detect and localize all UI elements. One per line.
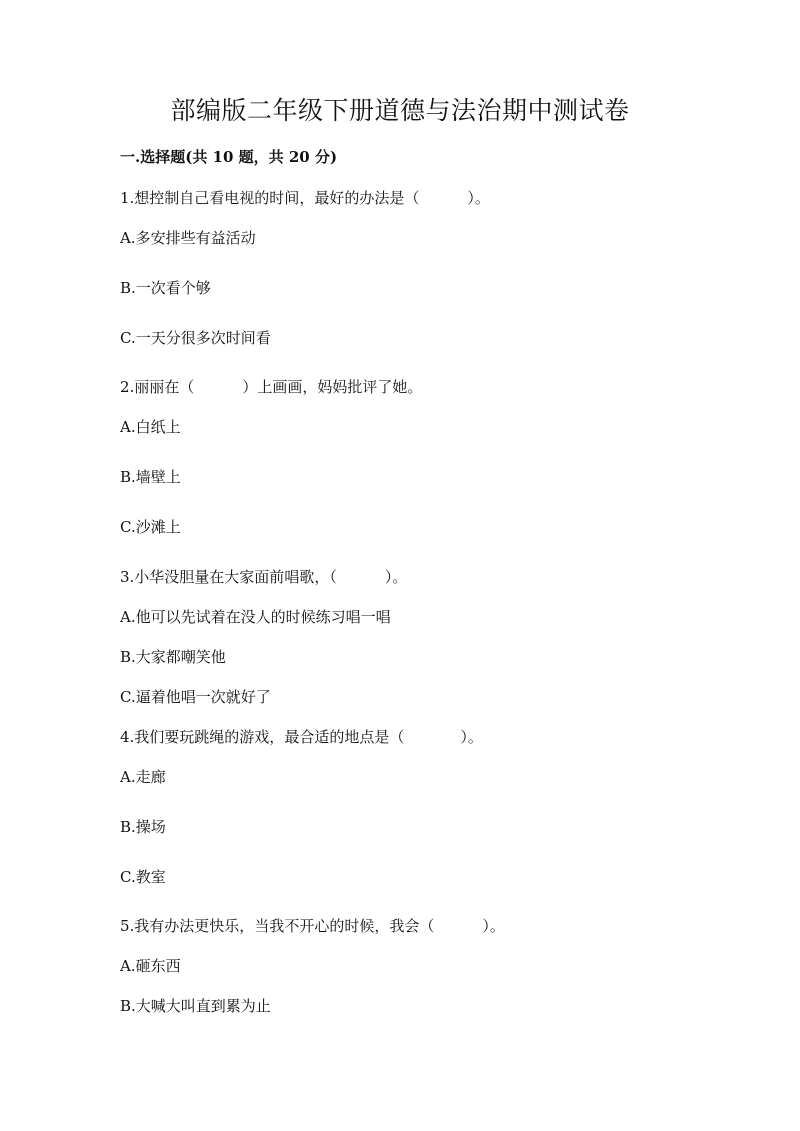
question-3-stem-after: ）。 (384, 568, 408, 586)
question-4-option-a: A.走廊 (120, 768, 166, 786)
question-2-stem-after: ）上画画，妈妈批评了她。 (242, 378, 423, 396)
question-1-stem-after: ）。 (467, 189, 490, 207)
question-2-option-c: C.沙滩上 (120, 518, 181, 536)
question-5-stem-after: ）。 (482, 917, 505, 935)
question-5-stem-before: 5.我有办法更快乐，当我不开心的时候，我会（ (120, 917, 435, 935)
question-3-stem-before: 3.小华没胆量在大家面前唱歌，（ (120, 568, 337, 586)
question-4-option-c: C.教室 (120, 868, 166, 886)
question-5-option-a: A.砸东西 (120, 957, 181, 975)
question-4-stem (120, 726, 483, 748)
question-3-stem (120, 566, 407, 588)
question-5-option-b: B.大喊大叫直到累为止 (120, 997, 271, 1015)
question-2-stem-before: 2.丽丽在（ (120, 378, 195, 396)
question-1-option-c: C.一天分很多次时间看 (120, 329, 271, 347)
question-2-stem (120, 376, 422, 398)
question-4-stem-after: ）。 (460, 728, 483, 746)
page-title: 部编版二年级下册道德与法治期中测试卷 (170, 96, 630, 125)
question-1-stem (120, 187, 490, 209)
question-5-stem (120, 915, 505, 937)
question-4-option-b: B.操场 (120, 818, 166, 836)
question-1-stem-before: 1.想控制自己看电视的时间，最好的办法是（ (120, 189, 420, 207)
question-2-option-b: B.墙壁上 (120, 468, 181, 486)
question-2-option-a: A.白纸上 (120, 418, 181, 436)
question-3-option-b: B.大家都嘲笑他 (120, 648, 226, 666)
question-3-option-c: C.逼着他唱一次就好了 (120, 688, 271, 706)
section-heading: 一.选择题(共 10 题，共 20 分) (120, 148, 338, 166)
question-1-option-a: A.多安排些有益活动 (120, 229, 256, 247)
question-3-option-a: A.他可以先试着在没人的时候练习唱一唱 (120, 608, 391, 626)
question-1-option-b: B.一次看个够 (120, 279, 211, 297)
question-4-stem-before: 4.我们要玩跳绳的游戏，最合适的地点是（ (120, 728, 405, 746)
